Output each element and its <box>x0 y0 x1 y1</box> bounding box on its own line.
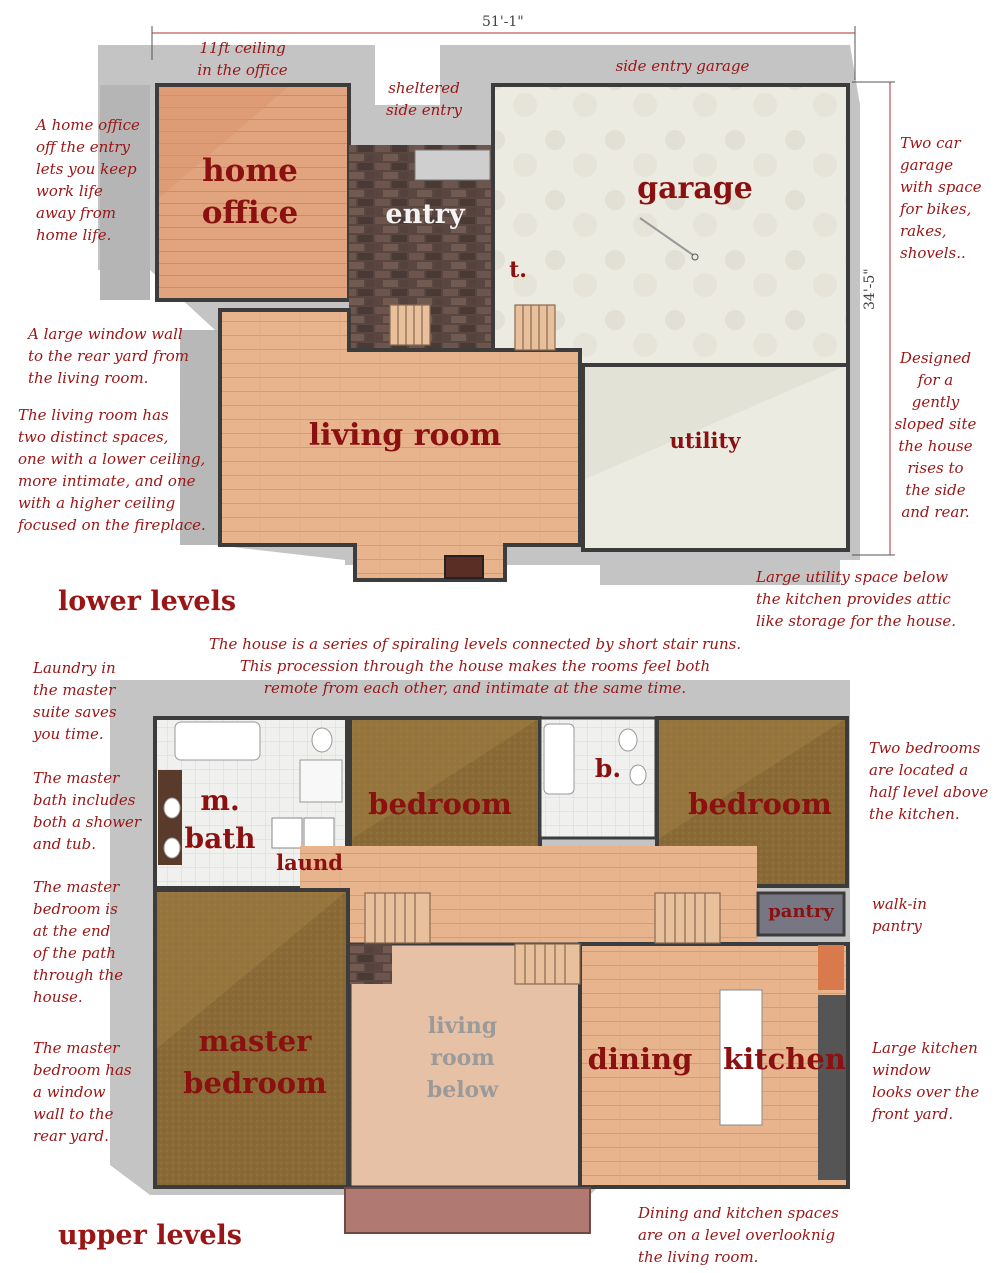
bath-tub <box>544 724 574 794</box>
dryer <box>304 818 334 848</box>
bathtub <box>175 722 260 760</box>
office-ceiling-note: 11ft ceiling in the office <box>197 39 288 79</box>
upper-level-plan <box>110 680 850 1233</box>
master-bedroom-label: master bedroom <box>183 1024 327 1100</box>
kitchen-label: kitchen <box>723 1042 846 1076</box>
upper-stone-patch <box>350 944 392 984</box>
bath-toilet <box>619 729 637 751</box>
living-room-below-label: living room below <box>426 1013 499 1103</box>
sink-1 <box>164 798 180 818</box>
lower-stair-left <box>390 305 430 345</box>
kitchen-counter <box>818 995 846 1180</box>
living-room-label: living room <box>308 418 502 453</box>
dining-label: dining <box>587 1042 693 1076</box>
pantry-note: walk-in pantry <box>872 895 927 935</box>
bedrooms-note: Two bedrooms are located a half level above the kitchen. <box>869 739 989 823</box>
master-bath-label: m. bath <box>184 784 256 855</box>
width-dimension-label: 51'-1" <box>482 14 524 30</box>
home-office-note: A home office off the entry lets you keep work life away from home life. <box>36 116 140 244</box>
master-end-note: The master bedroom is at the end of the path through the house. <box>33 878 124 1006</box>
washer <box>272 818 302 848</box>
garage-label: garage <box>637 171 753 206</box>
master-bath-note: The master bath includes both a shower and tub. <box>33 769 142 853</box>
laundry-label: laund <box>276 850 343 875</box>
garage-note: Two car garage with space for bikes, rakes, shovels.. <box>900 134 982 262</box>
side-entry-garage-note: side entry garage <box>615 57 750 75</box>
utility-label: utility <box>669 428 741 453</box>
upper-stair-left <box>365 893 430 943</box>
toilet-label: t. <box>509 257 527 283</box>
sink-2 <box>164 838 180 858</box>
site-note: Designed for a gently sloped site the house rises to the side and rear. <box>894 349 977 521</box>
pantry-label: pantry <box>768 901 834 922</box>
entry-bench <box>415 150 490 180</box>
front-deck <box>345 1188 590 1233</box>
depth-dimension-label: 34'-5" <box>862 268 878 310</box>
kitchen-range <box>818 945 844 990</box>
utility-note: Large utility space below the kitchen provides attic like storage for the house. <box>756 568 956 630</box>
laundry-note: Laundry in the master suite saves you time. <box>33 659 117 743</box>
fireplace <box>445 556 483 578</box>
bath-label: b. <box>594 754 622 783</box>
lower-stair-right <box>515 305 555 350</box>
master-window-note: The master bedroom has a window wall to the rear yard. <box>33 1039 132 1145</box>
bath-sink <box>630 765 646 785</box>
bedroom-2-label: bedroom <box>688 787 832 821</box>
entry-label: entry <box>385 199 465 230</box>
bedroom-1-label: bedroom <box>368 787 512 821</box>
upper-levels-heading: upper levels <box>58 1220 242 1251</box>
upper-stair-center <box>515 944 580 984</box>
shower <box>300 760 342 802</box>
lower-levels-heading: lower levels <box>58 586 237 617</box>
living-room-note: The living room has two distinct spaces, one with a lower ceiling, more intimate, and one with a higher ceiling focused on the fireplace. <box>18 406 206 534</box>
kitchen-window-note: Large kitchen window looks over the front yard. <box>872 1039 980 1123</box>
dining-note: Dining and kitchen spaces are on a level overlooknig the living room. <box>638 1204 839 1266</box>
upper-stair-right <box>655 893 720 943</box>
sheltered-entry-note: sheltered side entry <box>386 79 462 119</box>
lower-level-plan <box>98 26 895 585</box>
master-toilet <box>312 728 332 752</box>
window-wall-note: A large window wall to the rear yard from the living room. <box>28 325 190 387</box>
home-office-label: home office <box>201 153 299 231</box>
spiral-levels-note: The house is a series of spiraling levels connected by short stair runs. This procession through the house makes the rooms feel both remote from each other, and intimate at the same time. <box>208 635 742 697</box>
